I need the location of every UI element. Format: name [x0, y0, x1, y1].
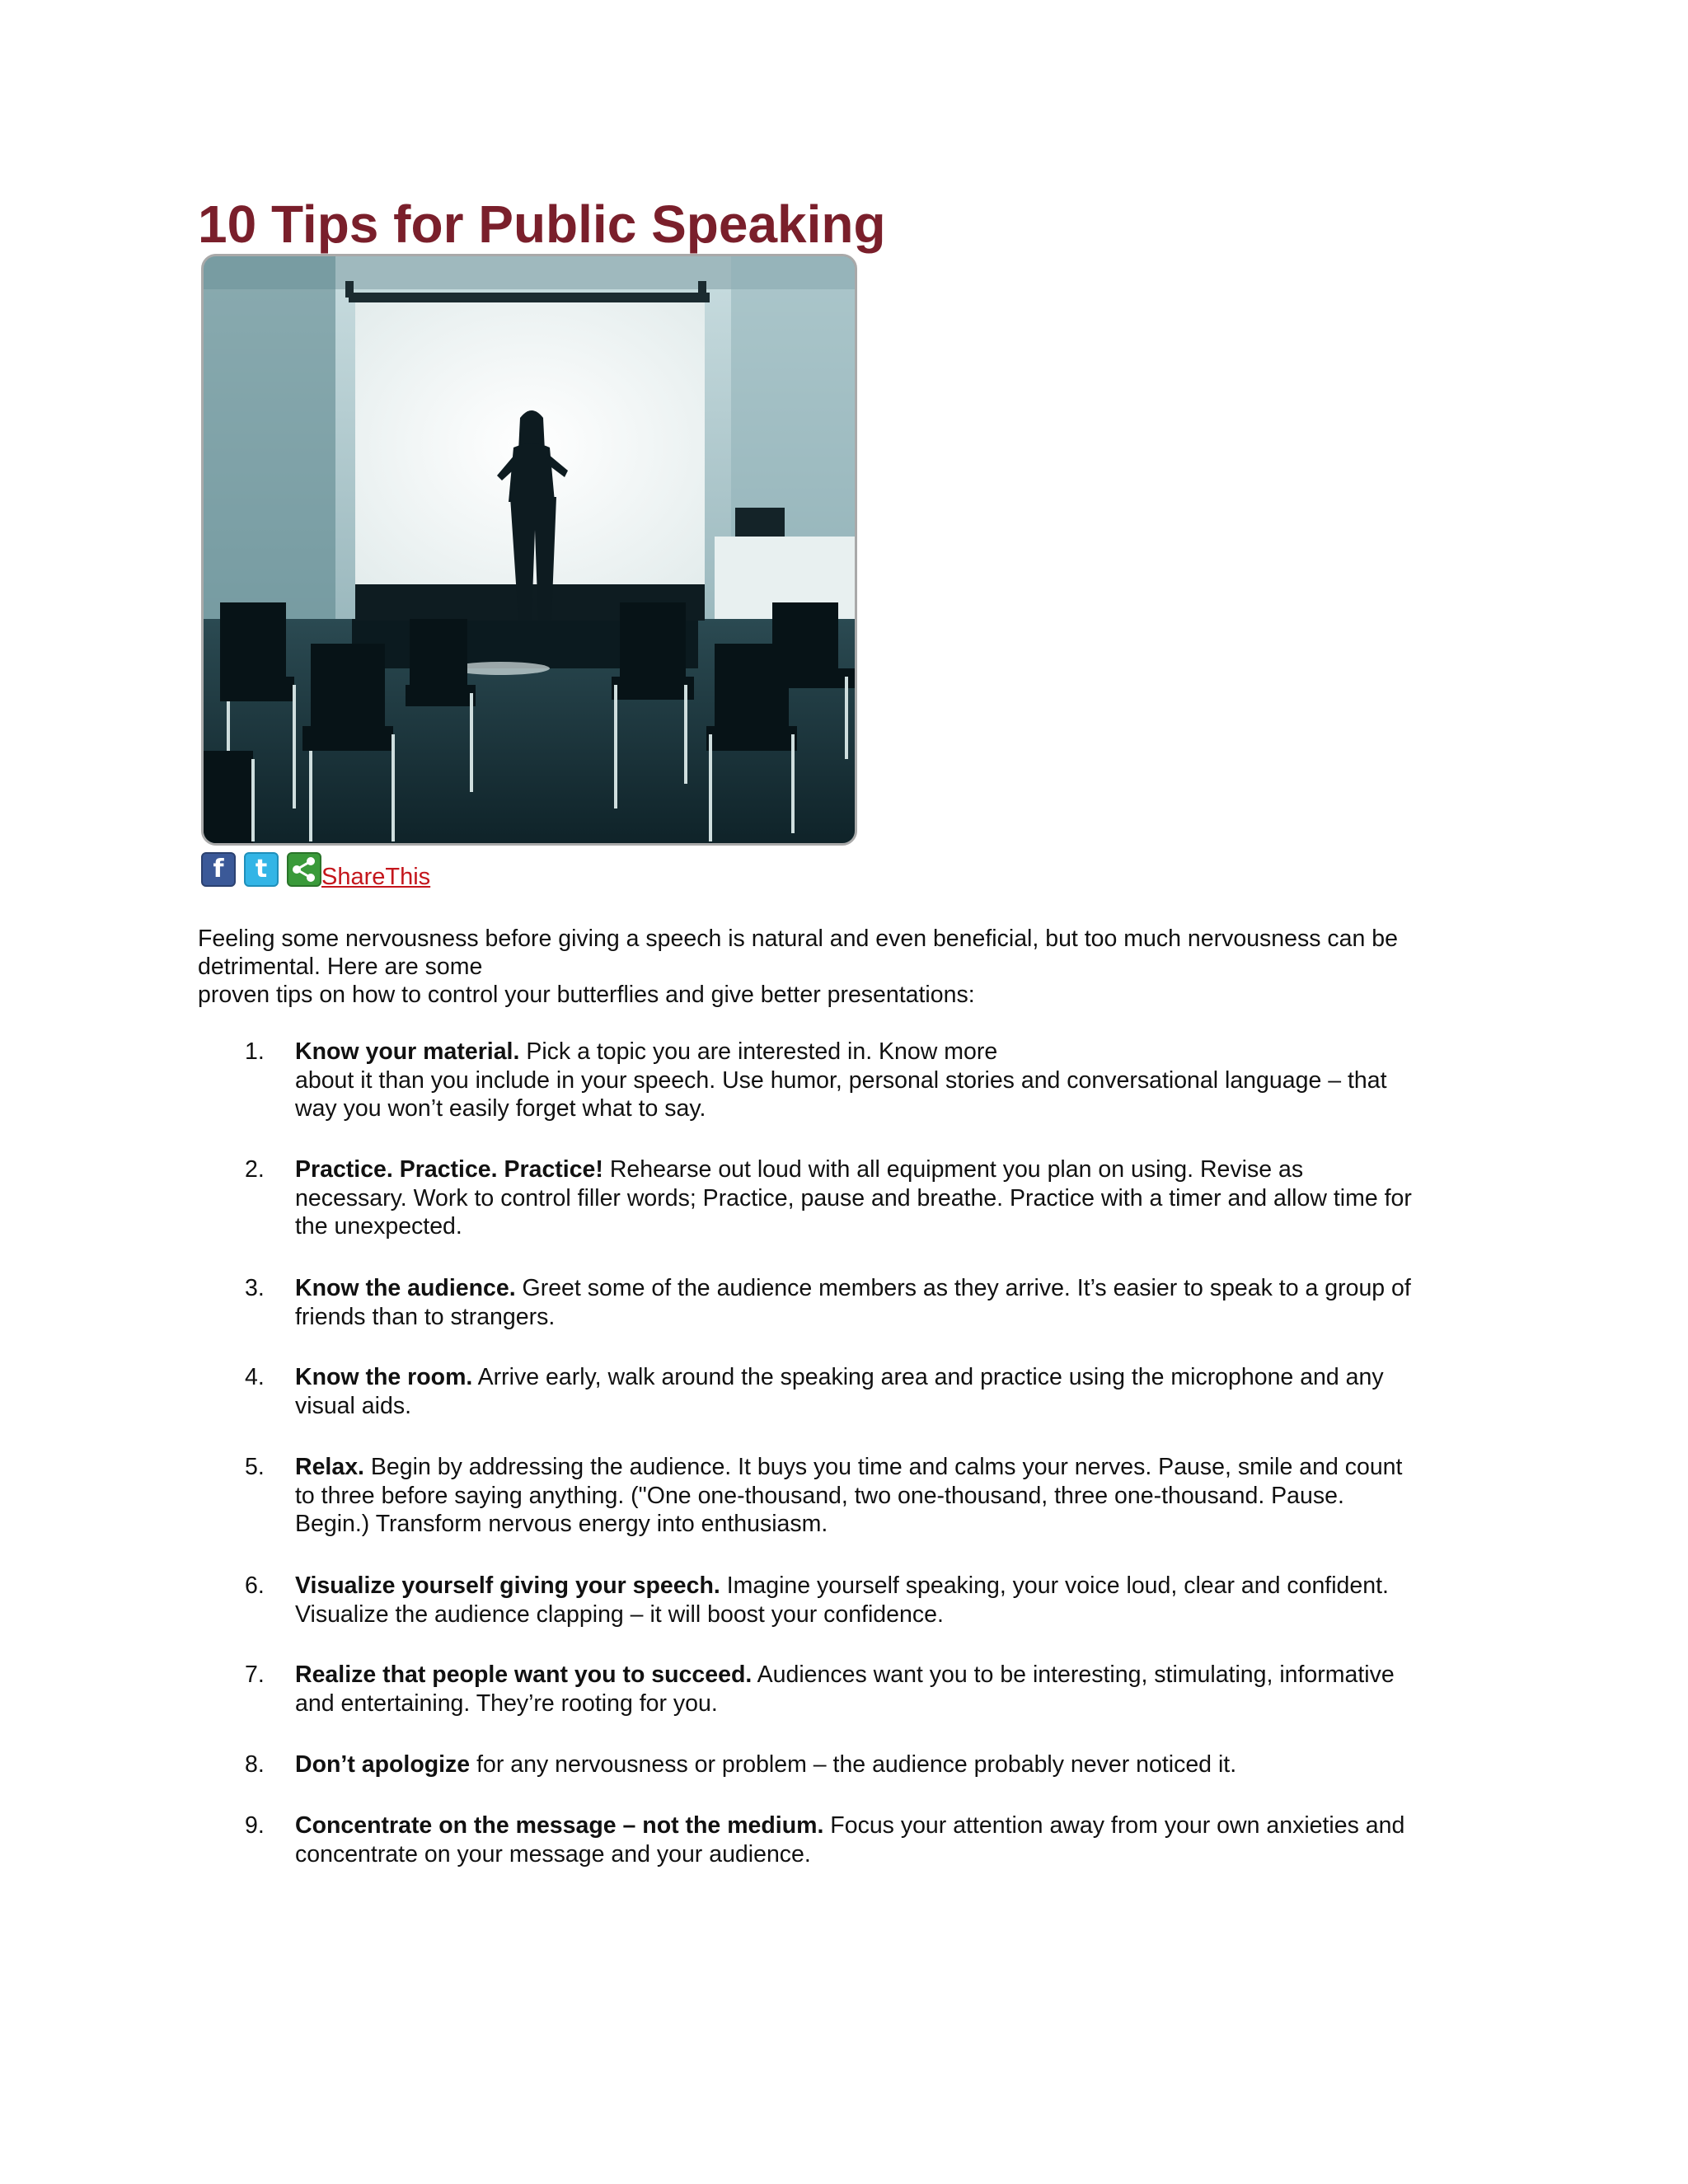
tip-text: concentrate on your message and your audience. [295, 1840, 811, 1868]
tip-heading: Visualize yourself giving your speech. [295, 1572, 720, 1599]
tip-text: Visualize the audience clapping – it will boost your confidence. [295, 1601, 944, 1628]
intro-paragraph [198, 925, 1484, 1009]
facebook-icon[interactable]: f [201, 852, 236, 887]
tip-text: for any nervousness or problem – the audience probably never noticed it. [470, 1751, 1237, 1778]
tip-text: Imagine yourself speaking, your voice loud, clear and confident. [720, 1572, 1389, 1599]
presentation-room-image [204, 256, 855, 843]
sharethis-icon[interactable] [287, 852, 321, 887]
tip-number: 9. [245, 1812, 265, 1839]
tip-number: 2. [245, 1156, 265, 1183]
intro-line: detrimental. Here are some [198, 954, 483, 980]
tip-number: 5. [245, 1454, 265, 1480]
tip-text: Begin.) Transform nervous energy into enthusiasm. [295, 1511, 828, 1537]
tip-heading: Know the room. [295, 1364, 473, 1390]
tip-text: friends than to strangers. [295, 1303, 556, 1330]
intro-line: Feeling some nervousness before giving a speech is natural and even beneficial, but too much nervousness can be [198, 926, 1398, 952]
tip-text: to three before saying anything. ("One one-thousand, two one-thousand, three one-thousand. Pause. [295, 1482, 1344, 1509]
tip-text: Focus your attention away from your own anxieties and [823, 1812, 1405, 1839]
tip-text: Begin by addressing the audience. It buys you time and calms your nerves. Pause, smile and count [363, 1454, 1403, 1480]
tip-text: Arrive early, walk around the speaking area and practice using the microphone and any [472, 1364, 1384, 1390]
tip-heading: Relax. [295, 1454, 364, 1480]
tip-text: way you won’t easily forget what to say. [295, 1095, 706, 1122]
tip-number: 8. [245, 1751, 265, 1778]
tip-number: 1. [245, 1038, 265, 1065]
tip-text: the unexpected. [295, 1213, 462, 1240]
tip-text: and entertaining. They’re rooting for you. [295, 1690, 718, 1717]
tip-heading: Know the audience. [295, 1275, 516, 1301]
speaker-photo [201, 254, 857, 846]
tip-number: 7. [245, 1661, 265, 1688]
tip-heading: Realize that people want you to succeed. [295, 1661, 753, 1688]
tip-heading: Concentrate on the message – not the medium. [295, 1812, 824, 1839]
intro-line: proven tips on how to control your butterflies and give better presentations: [198, 982, 975, 1008]
tip-text: about it than you include in your speech. Use humor, personal stories and conversational language – that [295, 1066, 1387, 1094]
tip-text: Greet some of the audience members as they arrive. It’s easier to speak to a group of [515, 1275, 1411, 1301]
tip-heading: Practice. Practice. Practice! [295, 1156, 603, 1183]
tip-text: Pick a topic you are interested in. Know more [519, 1038, 998, 1065]
twitter-icon[interactable]: t [244, 852, 279, 887]
tip-number: 3. [245, 1275, 265, 1301]
share-icon [288, 854, 320, 885]
tip-heading: Don’t apologize [295, 1751, 471, 1778]
tip-number: 6. [245, 1572, 265, 1599]
tip-text: visual aids. [295, 1392, 411, 1419]
sharethis-link[interactable]: ShareThis [321, 864, 431, 890]
tip-heading: Know your material. [295, 1038, 520, 1065]
tip-text: Audiences want you to be interesting, stimulating, informative [752, 1661, 1395, 1688]
tip-text: necessary. Work to control filler words; Practice, pause and breathe. Practice with a timer and allow time for [295, 1184, 1412, 1212]
page-title: 10 Tips for Public Speaking [198, 194, 886, 254]
tip-text: Rehearse out loud with all equipment you plan on using. Revise as [603, 1156, 1304, 1183]
tip-number: 4. [245, 1364, 265, 1390]
